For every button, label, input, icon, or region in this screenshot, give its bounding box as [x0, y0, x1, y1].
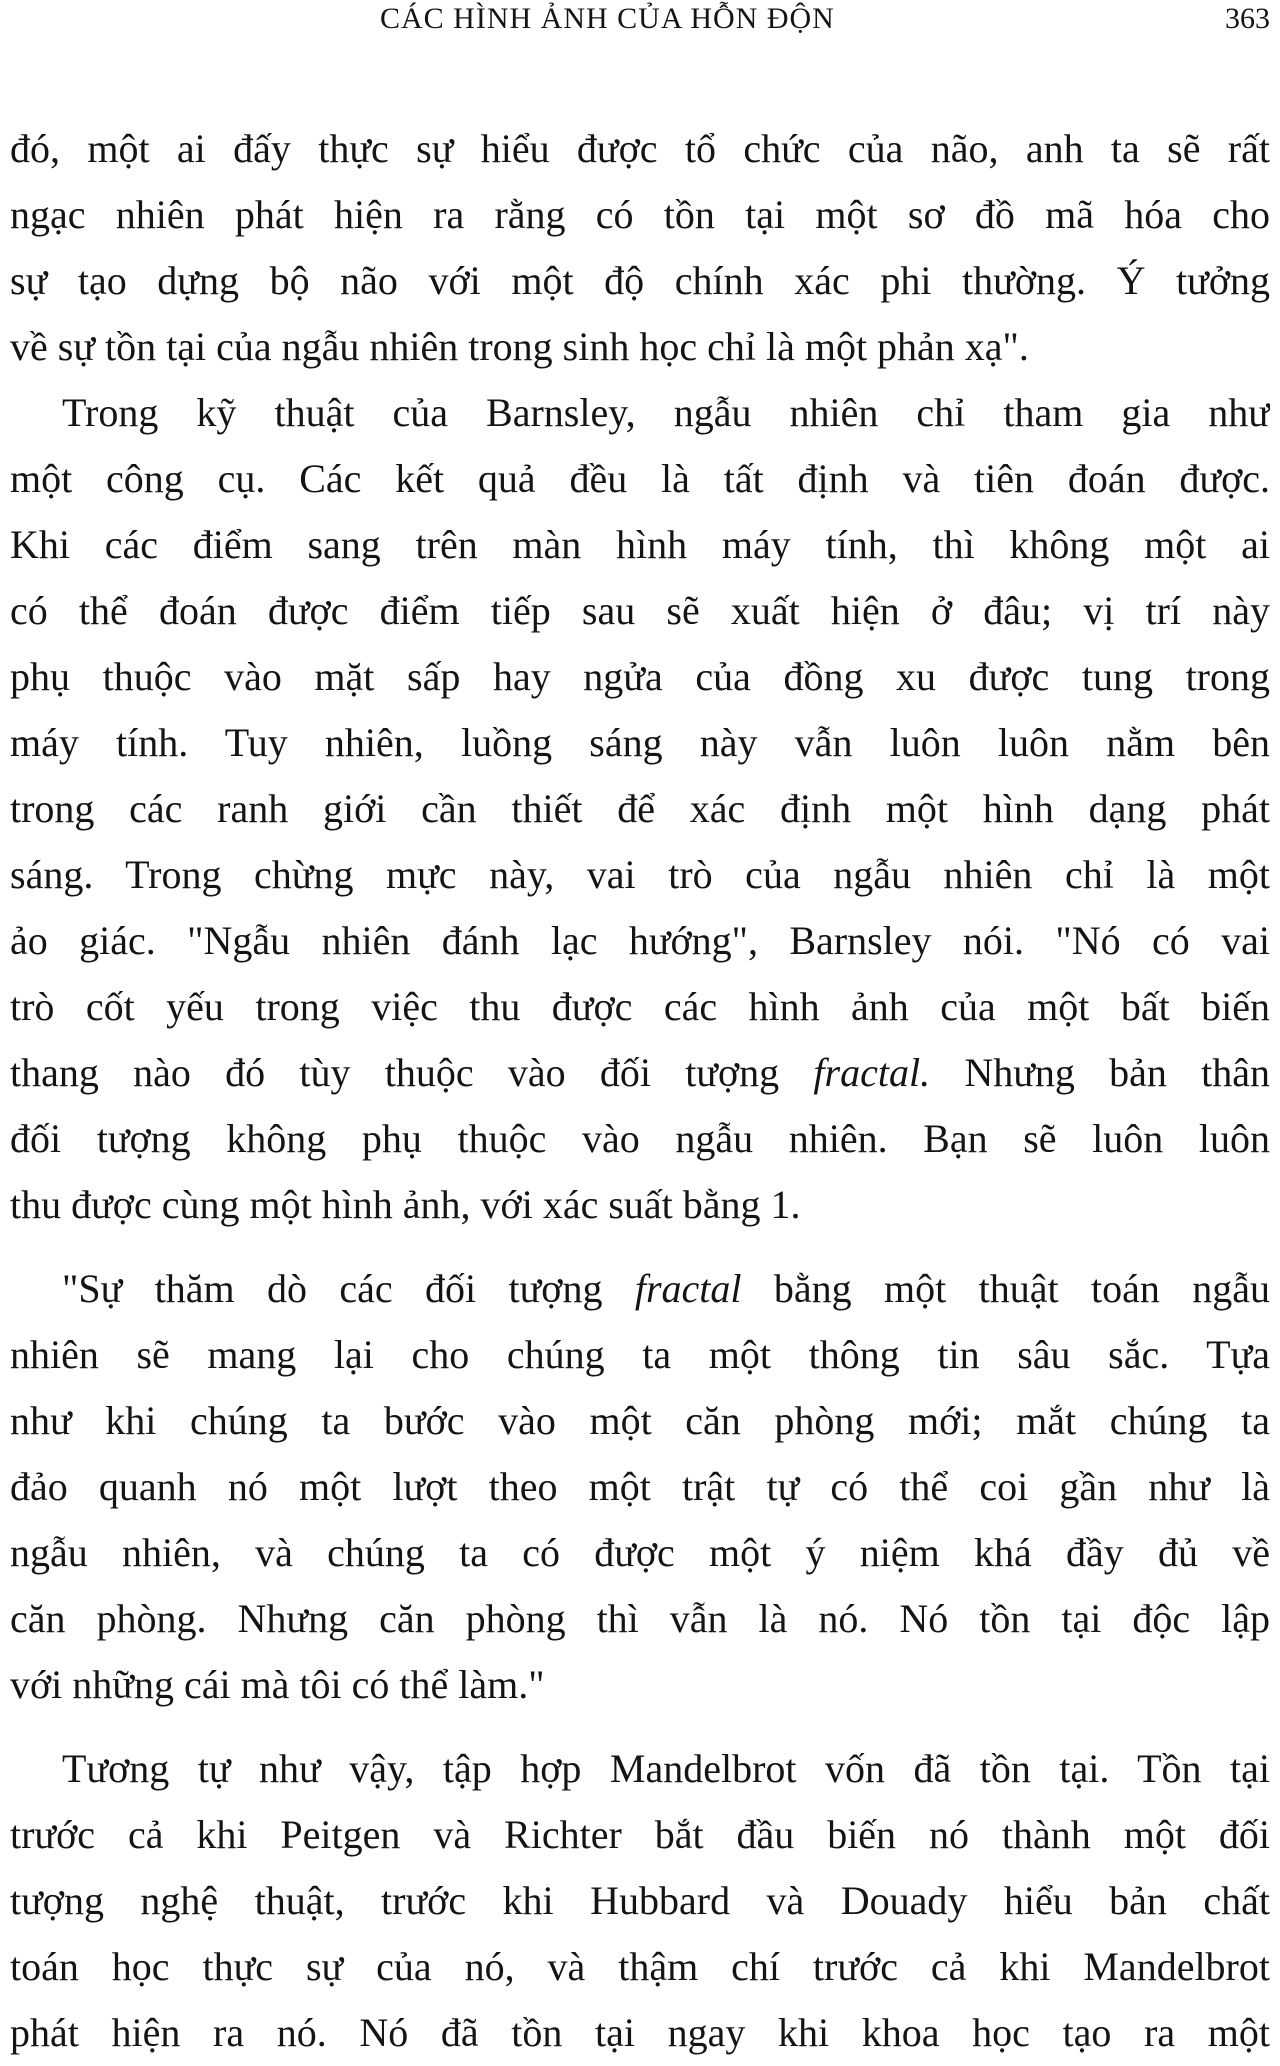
text-line-mixed: [10, 1040, 1270, 1106]
text-line: thu được cùng một hình ảnh, với xác suất bằng 1.: [10, 1182, 801, 1227]
text-line: Khi các điểm sang trên màn hình máy tính, thì không một ai: [10, 522, 1270, 567]
text-line: sáng. Trong chừng mực này, vai trò của ngẫu nhiên chỉ là một: [10, 852, 1270, 897]
text-line: đối tượng không phụ thuộc vào ngẫu nhiên. Bạn sẽ luôn luôn: [10, 1116, 1270, 1161]
text-line: Tương tự như vậy, tập hợp Mandelbrot vốn đã tồn tại. Tồn tại: [62, 1746, 1270, 1791]
text-line-mixed: [10, 1256, 1270, 1322]
text-line: đó, một ai đấy thực sự hiểu được tổ chức của não, anh ta sẽ rất: [10, 126, 1270, 171]
text-line: sự tạo dựng bộ não với một độ chính xác phi thường. Ý tưởng: [10, 258, 1270, 303]
page-number: 363: [1225, 2, 1270, 35]
text-line: trò cốt yếu trong việc thu được các hình ảnh của một bất biến: [10, 984, 1270, 1029]
italic-term: fractal.: [813, 1050, 931, 1095]
text-line: phát hiện ra nó. Nó đã tồn tại ngay khi khoa học tạo ra một: [10, 2010, 1270, 2055]
text-line: căn phòng. Nhưng căn phòng thì vẫn là nó. Nó tồn tại độc lập: [10, 1596, 1270, 1641]
text-segment: thang nào đó tùy thuộc vào đối tượng: [10, 1050, 780, 1095]
text-line: về sự tồn tại của ngẫu nhiên trong sinh học chỉ là một phản xạ".: [10, 324, 1029, 369]
text-line: máy tính. Tuy nhiên, luồng sáng này vẫn luôn luôn nằm bên: [10, 720, 1270, 765]
text-line: ngẫu nhiên, và chúng ta có được một ý niệm khá đầy đủ về: [10, 1530, 1270, 1575]
text-line: Trong kỹ thuật của Barnsley, ngẫu nhiên chỉ tham gia như: [62, 390, 1270, 435]
text-segment: Nhưng bản thân: [964, 1050, 1270, 1095]
text-line: phụ thuộc vào mặt sấp hay ngửa của đồng xu được tung trong: [10, 654, 1270, 699]
text-line: tượng nghệ thuật, trước khi Hubbard và Douady hiểu bản chất: [10, 1878, 1270, 1923]
paragraph-gap: [10, 1718, 1270, 1736]
chapter-title: CÁC HÌNH ẢNH CỦA HỖN ĐỘN: [380, 2, 835, 35]
text-line: trước cả khi Peitgen và Richter bắt đầu biến nó thành một đối: [10, 1812, 1270, 1857]
text-segment: bằng một thuật toán ngẫu: [773, 1266, 1270, 1311]
paragraph-2: [10, 380, 1270, 1238]
text-line: như khi chúng ta bước vào một căn phòng mới; mắt chúng ta: [10, 1398, 1270, 1443]
paragraph-4: [10, 1736, 1270, 2066]
paragraph-gap: [10, 1238, 1270, 1256]
italic-term: fractal: [634, 1266, 742, 1311]
text-line: nhiên sẽ mang lại cho chúng ta một thông tin sâu sắc. Tựa: [10, 1332, 1270, 1377]
text-line: với những cái mà tôi có thể làm.": [10, 1662, 545, 1707]
body-text: [10, 116, 1270, 2066]
text-line: trong các ranh giới cần thiết để xác định một hình dạng phát: [10, 786, 1270, 831]
text-line: có thể đoán được điểm tiếp sau sẽ xuất hiện ở đâu; vị trí này: [10, 588, 1270, 633]
text-line: đảo quanh nó một lượt theo một trật tự có thể coi gần như là: [10, 1464, 1270, 1509]
text-line: ngạc nhiên phát hiện ra rằng có tồn tại một sơ đồ mã hóa cho: [10, 192, 1270, 237]
text-segment: "Sự thăm dò các đối tượng: [62, 1266, 603, 1311]
paragraph-1: [10, 116, 1270, 380]
text-line: một công cụ. Các kết quả đều là tất định và tiên đoán được.: [10, 456, 1270, 501]
paragraph-3: [10, 1256, 1270, 1718]
text-line: toán học thực sự của nó, và thậm chí trước cả khi Mandelbrot: [10, 1944, 1270, 1989]
text-line: ảo giác. "Ngẫu nhiên đánh lạc hướng", Barnsley nói. "Nó có vai: [10, 918, 1270, 963]
running-header: [0, 2, 1280, 42]
